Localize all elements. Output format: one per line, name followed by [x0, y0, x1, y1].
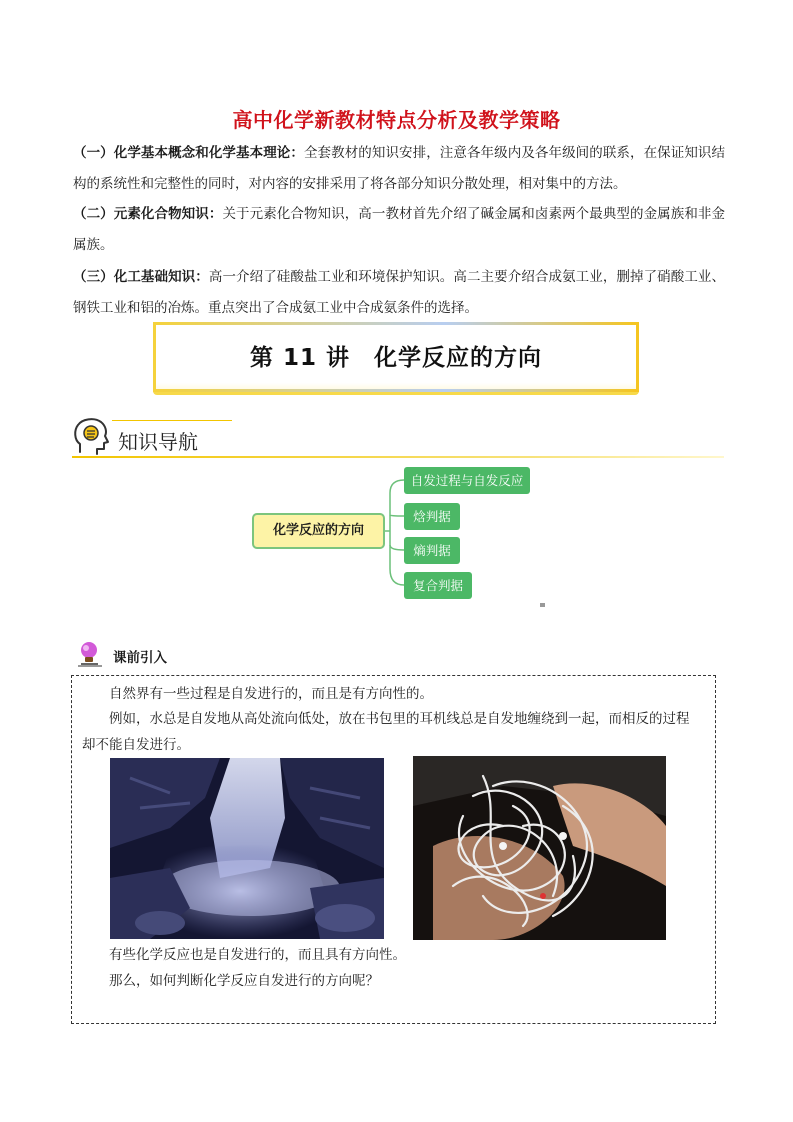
header-accent-line [112, 420, 232, 421]
waterfall-photo [110, 758, 384, 939]
intro-line: 例如，水总是自发地从高处流向低处，放在书包里的耳机线总是自发地缠绕到一起，而相反的过程 [109, 711, 690, 727]
paragraph-concepts [73, 138, 725, 200]
paragraph-text: 全套教材的知识安排，注意各年级内及各年级间的联系，在保证知识结构的系统性和完整性的同时，对内容的安排采用了将各部分知识分散处理，相对集中的方法。 [73, 145, 726, 192]
document-title: 高中化学新教材特点分析及教学策略 [232, 108, 561, 132]
section-title: 知识导航 [118, 430, 198, 454]
paragraph-text: 高一介绍了硅酸盐工业和环境保护知识。高二主要介绍合成氨工业，删掉了硝酸工业、钢铁工业和铝的冶炼。重点突出了合成氨工业中合成氨条件的选择。 [73, 269, 726, 316]
paragraph-label: （三）化工基础知识： [73, 269, 209, 285]
lecture-banner [153, 322, 639, 392]
intro-line: 有些化学反应也是自发进行的，而且具有方向性。 [109, 947, 406, 963]
paragraph-label: （二）元素化合物知识： [73, 206, 223, 222]
paragraph-elements [73, 199, 725, 261]
intro-line: 却不能自发进行。 [82, 737, 190, 753]
mindmap-leaf: 自发过程与自发反应 [404, 467, 530, 494]
lightbulb-icon [76, 640, 106, 668]
paragraph-text: 关于元素化合物知识，高一教材首先介绍了碱金属和卤素两个最典型的金属族和非金属族。 [73, 206, 726, 253]
intro-box [71, 675, 716, 1024]
mindmap-leaf: 复合判据 [404, 572, 472, 599]
mindmap [252, 463, 552, 613]
mindmap-leaf: 熵判据 [404, 537, 460, 564]
intro-line: 那么，如何判断化学反应自发进行的方向呢？ [109, 973, 379, 989]
paragraph-industry [73, 262, 725, 324]
head-lightbulb-icon [72, 416, 110, 456]
mindmap-root: 化学反应的方向 [252, 513, 385, 549]
section-header-knowledge-nav [72, 416, 724, 460]
tangled-earphones-photo [413, 756, 666, 940]
mindmap-leaf: 焓判据 [404, 503, 460, 530]
header-underline [72, 456, 724, 458]
lecture-title: 第 11 讲 化学反应的方向 [249, 345, 543, 371]
intro-line: 自然界有一些过程是自发进行的，而且是有方向性的。 [109, 686, 433, 702]
intro-heading: 课前引入 [113, 650, 167, 666]
paragraph-label: （一）化学基本概念和化学基本理论： [73, 145, 304, 161]
